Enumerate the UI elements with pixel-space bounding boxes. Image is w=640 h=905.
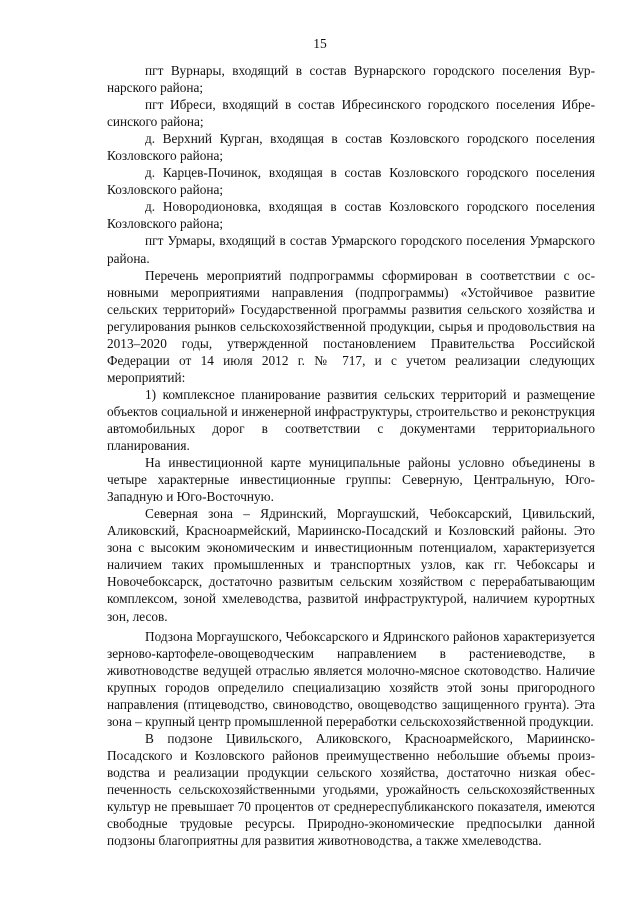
paragraph: В подзоне Цивильского, Аликовского, Красноармейского, Мариинско-Посадского и Козловского районов преимущественно небольшие объемы производства и реализации продукции сельского хозяйства, достаточно низкая обеспеченность сельскохозяйственными угодьями, урожайность сельскохозяйственных культур не превышает 70 процентов от среднереспубликанского показателя, имеются свободные трудовые ресурсы. Природно-экономические предпосылки данной подзоны благоприятны для развития животноводства, а также хмелеводства. [107,730,595,849]
page-number: 15 [313,36,327,51]
paragraph: 1) комплексное планирование развития сельских территорий и размещение объектов социальной и инженерной инфраструктуры, строительство и реконструкция автомобильных дорог в соответствии с документами территориального планирования. [107,386,595,454]
document-body [107,62,595,849]
paragraph: д. Новородионовка, входящая в состав Козловского городского поселения Козловского района; [107,199,595,232]
paragraph: д. Карцев-Починок, входящая в состав Козловского городского поселения Козловского района; [107,165,595,198]
paragraph: Подзона Моргаушского, Чебоксарского и Ядринского районов характеризуется зерново-картофеле-овощеводческим направлением в растениеводстве, в животноводстве ведущей отраслью является молочно-мясное скотоводство. Наличие крупных городов определило специализацию хозяйств этой зоны пригородного направления (птицеводство, свиноводство, овощеводство защищенного грунта). Эта зона – крупный центр промышленной переработки сельскохозяйственной продукции. [107,628,595,729]
paragraph: На инвестиционной карте муниципальные районы условно объединены в четыре характерные инвестиционные группы: Северную, Центральную, Юго-Западную и Юго-Восточную. [107,455,595,505]
paragraph: пгт Вурнары, входящий в состав Вурнарского городского поселения Вурнарского района; [107,63,595,96]
paragraph: Перечень мероприятий подпрограммы сформирован в соответствии с основными мероприятиями направления (подпрограммы) «Устойчивое развитие сельских территорий» Государственной программы развития сельского хозяйства и регулирования рынков сельскохозяйственной продукции, сырья и продовольствия на 2013–2020 годы, утвержденной постановлением Правительства Российской Федерации от 14 июля 2012 г. № 717, и с учетом реализации следующих мероприятий: [107,267,595,385]
paragraph: пгт Урмары, входящий в состав Урмарского городского поселения Урмарского района. [107,233,595,266]
paragraph: пгт Ибреси, входящий в состав Ибресинского городского поселения Ибресинского района; [107,97,595,130]
paragraph: Северная зона – Ядринский, Моргаушский, Чебоксарский, Цивильский, Аликовский, Красноармейский, Мариинско-Посадский и Козловский районы. Это зона с высоким экономическим и инвестиционным потенциалом, характеризуется наличием таких промышленных и транспортных узлов, как гг. Чебоксары и Новочебоксарск, достаточно развитым сельским хозяйством с перерабатывающим комплексом, зоной хмелеводства, развитой инфраструктурой, наличием курортных зон, лесов. [107,506,595,624]
paragraph: д. Верхний Курган, входящая в состав Козловского городского поселения Козловского района; [107,131,595,164]
